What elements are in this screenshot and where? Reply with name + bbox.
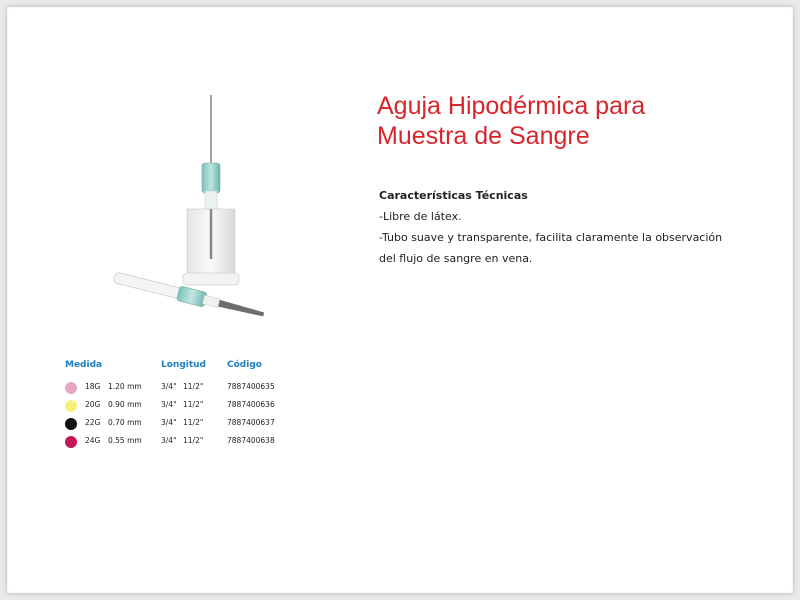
header-medida: Medida	[65, 360, 103, 370]
row-code: 7887400637	[227, 418, 275, 427]
table-header	[65, 360, 325, 378]
row-length-long: 11/2"	[183, 382, 204, 391]
header-codigo: Código	[227, 360, 262, 370]
row-length-long: 11/2"	[183, 400, 204, 409]
row-diameter: 0.70 mm	[108, 418, 142, 427]
table-row	[65, 396, 325, 414]
color-swatch	[65, 418, 77, 430]
row-length-long: 11/2"	[183, 436, 204, 445]
spec-latex-free: -Libre de látex.	[379, 210, 462, 223]
row-length-short: 3/4"	[161, 436, 177, 445]
row-gauge: 20G	[85, 400, 101, 409]
row-diameter: 0.55 mm	[108, 436, 142, 445]
size-table	[65, 360, 325, 450]
table-body	[65, 378, 325, 450]
table-row	[65, 414, 325, 432]
row-length-short: 3/4"	[161, 400, 177, 409]
row-code: 7887400636	[227, 400, 275, 409]
page-title	[377, 91, 757, 151]
row-code: 7887400635	[227, 382, 275, 391]
technical-specs	[379, 185, 739, 269]
row-length-short: 3/4"	[161, 418, 177, 427]
header-longitud: Longitud	[161, 360, 207, 370]
row-gauge: 22G	[85, 418, 101, 427]
needle-product-image	[97, 87, 277, 337]
row-gauge: 24G	[85, 436, 101, 445]
title-line-1: Aguja Hipodérmica para	[377, 92, 646, 120]
row-gauge: 18G	[85, 382, 101, 391]
row-diameter: 1.20 mm	[108, 382, 142, 391]
table-row	[65, 378, 325, 396]
color-swatch	[65, 400, 77, 412]
row-length-long: 11/2"	[183, 418, 204, 427]
specs-heading: Características Técnicas	[379, 189, 528, 202]
spec-tube-line-2: del flujo de sangre en vena.	[379, 252, 533, 265]
row-length-short: 3/4"	[161, 382, 177, 391]
color-swatch	[65, 382, 77, 394]
row-diameter: 0.90 mm	[108, 400, 142, 409]
page-frame	[7, 7, 793, 593]
color-swatch	[65, 436, 77, 448]
title-line-2: Muestra de Sangre	[377, 122, 590, 150]
spec-tube-line-1: -Tubo suave y transparente, facilita claramente la observación	[379, 231, 723, 244]
table-row	[65, 432, 325, 450]
row-code: 7887400638	[227, 436, 275, 445]
